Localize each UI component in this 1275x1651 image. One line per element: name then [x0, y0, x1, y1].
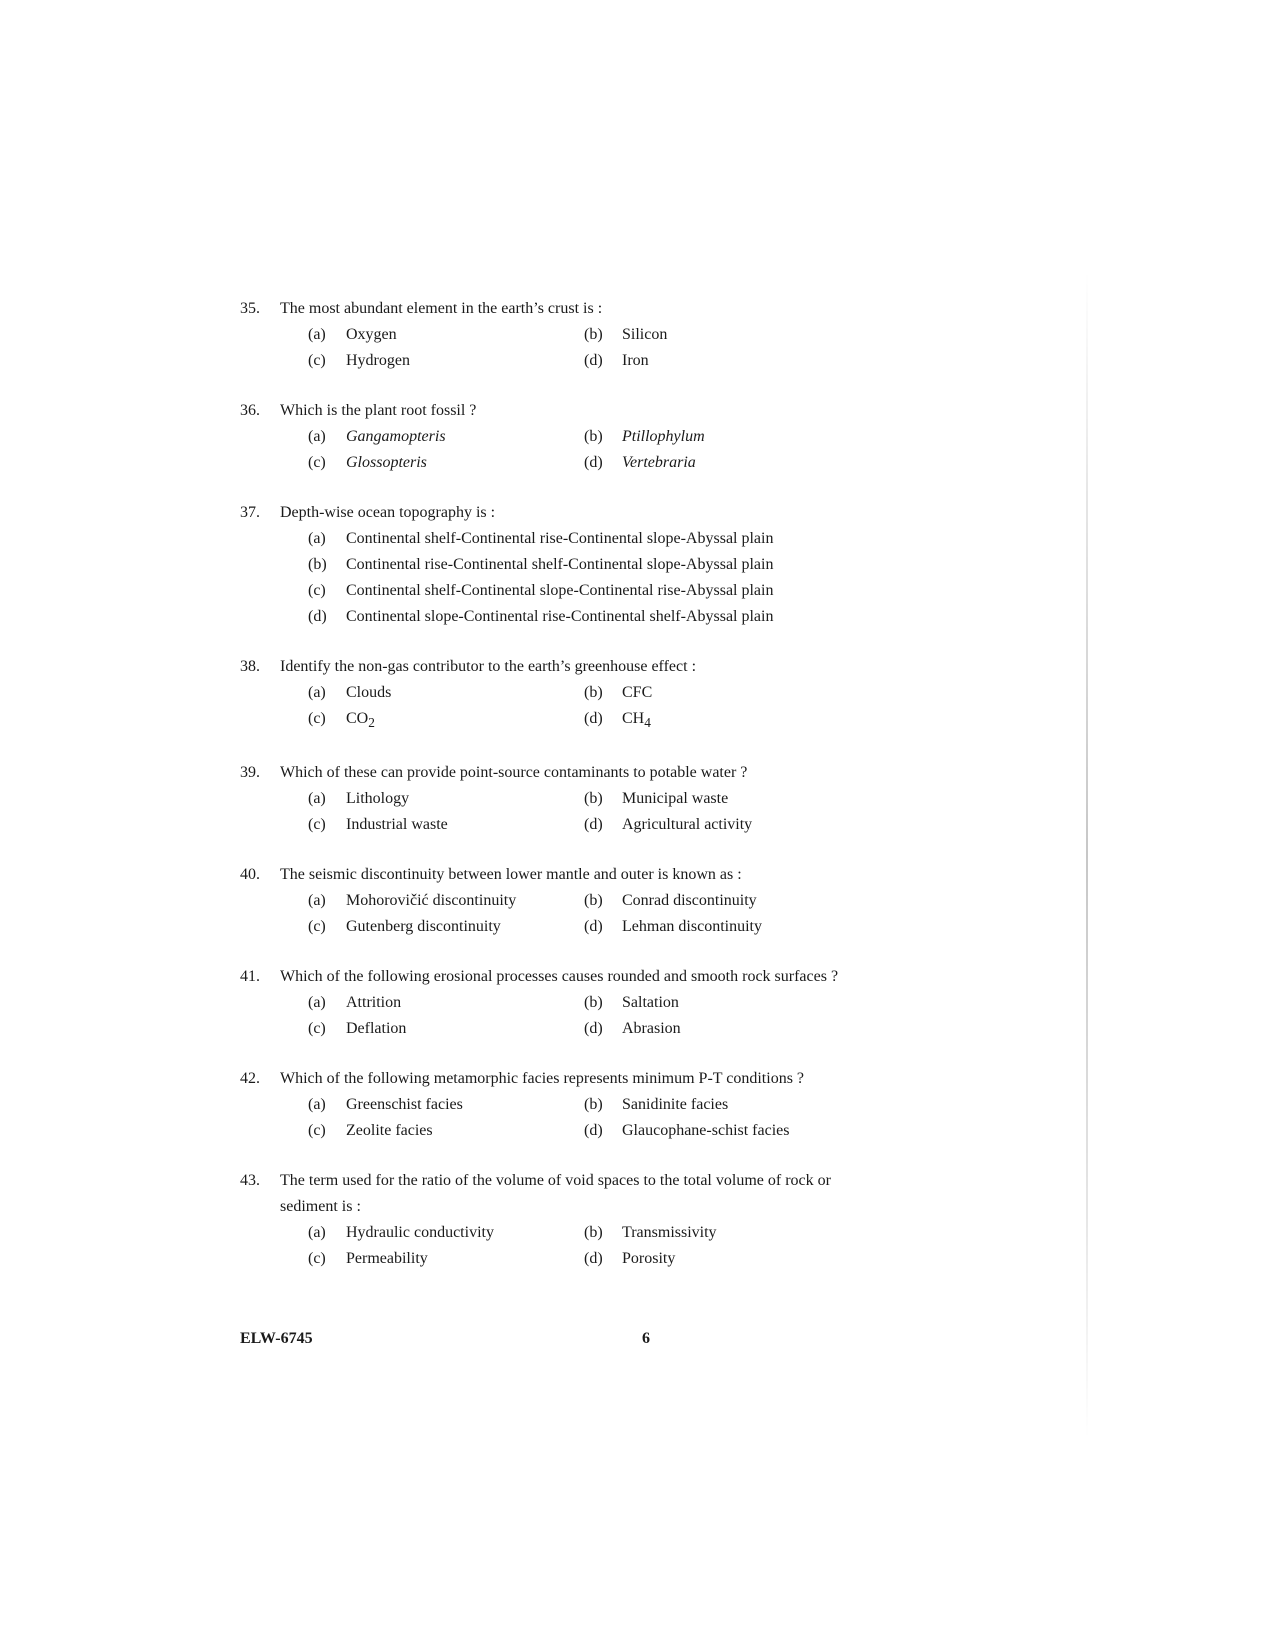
option-list	[240, 680, 860, 736]
option-label: (a)	[308, 1096, 326, 1114]
option-text: Transmissivity	[622, 1224, 717, 1242]
option-d	[584, 914, 860, 940]
option-label: (c)	[308, 1020, 326, 1038]
option-b	[584, 1220, 860, 1246]
question-40	[240, 862, 860, 940]
option-text: Saltation	[622, 994, 679, 1012]
option-label: (d)	[584, 454, 603, 471]
option-c	[308, 914, 584, 940]
option-label: (a)	[308, 428, 326, 445]
question-39	[240, 760, 860, 838]
option-label: (b)	[584, 790, 603, 808]
option-label: (d)	[584, 816, 603, 834]
question-text: Identify the non-gas contributor to the earth’s greenhouse effect :	[280, 658, 697, 675]
option-text: Continental rise-Continental shelf-Continental slope-Abyssal plain	[346, 556, 774, 573]
option-list	[240, 1220, 860, 1272]
option-label: (b)	[584, 428, 603, 445]
option-text: Clouds	[346, 684, 392, 701]
question-number: 39.	[240, 764, 260, 782]
option-label: (b)	[308, 556, 327, 573]
option-c	[308, 1118, 584, 1144]
option-text: Gangamopteris	[346, 428, 446, 445]
option-c	[308, 348, 584, 374]
formula-base: CH	[622, 710, 645, 727]
question-37	[240, 500, 860, 630]
option-label: (a)	[308, 530, 326, 547]
question-number: 38.	[240, 658, 260, 675]
option-label: (d)	[584, 1020, 603, 1038]
option-text: Vertebraria	[622, 454, 696, 471]
question-38	[240, 654, 860, 736]
option-list	[240, 526, 860, 630]
option-text: Hydraulic conductivity	[346, 1224, 494, 1242]
option-c	[308, 450, 584, 476]
option-label: (c)	[308, 816, 326, 834]
option-a	[308, 1092, 584, 1118]
option-text: Zeolite facies	[346, 1122, 433, 1140]
option-b	[584, 424, 860, 450]
formula-subscript: 2	[368, 715, 375, 731]
option-label: (d)	[584, 352, 603, 369]
question-number: 37.	[240, 504, 260, 521]
option-text: Conrad discontinuity	[622, 892, 757, 910]
question-43	[240, 1168, 860, 1272]
option-b	[584, 1092, 860, 1118]
option-a	[308, 990, 584, 1016]
option-d	[584, 1016, 860, 1042]
question-35	[240, 296, 860, 374]
question-text: Which is the plant root fossil ?	[280, 402, 477, 419]
question-number: 41.	[240, 968, 260, 986]
option-a	[308, 1220, 584, 1246]
option-text: Continental shelf-Continental slope-Continental rise-Abyssal plain	[346, 582, 774, 599]
option-label: (b)	[584, 326, 603, 343]
question-number: 43.	[240, 1172, 260, 1190]
option-d	[584, 706, 860, 736]
option-text	[622, 706, 651, 736]
question-list	[240, 296, 860, 1296]
question-text: The seismic discontinuity between lower mantle and outer is known as :	[280, 866, 742, 884]
option-text: Lithology	[346, 790, 410, 808]
option-label: (c)	[308, 1122, 326, 1140]
page-number: 6	[642, 1330, 650, 1347]
option-text: Oxygen	[346, 326, 397, 343]
option-text	[346, 706, 375, 736]
question-number: 36.	[240, 402, 260, 419]
option-list	[240, 990, 860, 1042]
option-text: Municipal waste	[622, 790, 729, 808]
option-text: Ptillophylum	[622, 428, 705, 445]
option-text: Glossopteris	[346, 454, 427, 471]
option-c	[308, 1246, 584, 1272]
option-label: (b)	[584, 684, 603, 701]
question-36	[240, 398, 860, 476]
option-c	[308, 706, 584, 736]
question-number: 40.	[240, 866, 260, 884]
option-text: Continental shelf-Continental rise-Continental slope-Abyssal plain	[346, 530, 774, 547]
option-d	[584, 1246, 860, 1272]
option-list	[240, 888, 860, 940]
option-text: Continental slope-Continental rise-Continental shelf-Abyssal plain	[346, 608, 774, 625]
option-label: (d)	[584, 1122, 603, 1140]
option-text: Gutenberg discontinuity	[346, 918, 501, 936]
option-label: (c)	[308, 454, 326, 471]
option-d	[584, 812, 860, 838]
option-label: (a)	[308, 1224, 326, 1242]
option-text: Hydrogen	[346, 352, 410, 369]
formula-base: CO	[346, 710, 369, 727]
option-d	[584, 348, 860, 374]
option-label: (d)	[308, 608, 327, 625]
option-text: Lehman discontinuity	[622, 918, 762, 936]
option-label: (c)	[308, 1250, 326, 1268]
question-text: The term used for the ratio of the volume of void spaces to the total volume of rock or sediment is :	[280, 1172, 831, 1216]
option-label: (c)	[308, 918, 326, 936]
page-footer	[240, 1330, 860, 1356]
question-text: The most abundant element in the earth’s crust is :	[280, 300, 603, 317]
option-label: (b)	[584, 892, 603, 910]
option-text: Sanidinite facies	[622, 1096, 729, 1114]
option-a	[308, 888, 584, 914]
option-a	[308, 680, 584, 706]
option-d	[584, 1118, 860, 1144]
option-b	[584, 680, 860, 706]
option-text: Porosity	[622, 1250, 676, 1268]
option-label: (a)	[308, 892, 326, 910]
option-text: Abrasion	[622, 1020, 681, 1038]
option-label: (d)	[584, 1250, 603, 1268]
option-label: (c)	[308, 352, 326, 369]
option-label: (b)	[584, 1224, 603, 1242]
formula-subscript: 4	[644, 715, 651, 731]
option-label: (b)	[584, 1096, 603, 1114]
option-c	[308, 812, 584, 838]
option-d	[308, 604, 828, 630]
option-text: Agricultural activity	[622, 816, 753, 834]
option-b	[584, 888, 860, 914]
option-list	[240, 322, 860, 374]
option-text: Industrial waste	[346, 816, 448, 834]
option-text: Iron	[622, 352, 649, 369]
question-number: 35.	[240, 300, 260, 317]
question-41	[240, 964, 860, 1042]
scan-edge-shadow	[1086, 270, 1088, 1440]
question-text: Which of the following erosional processes causes rounded and smooth rock surfaces ?	[280, 968, 839, 986]
option-b	[584, 786, 860, 812]
option-c	[308, 578, 828, 604]
question-42	[240, 1066, 860, 1144]
option-c	[308, 1016, 584, 1042]
option-text: Permeability	[346, 1250, 428, 1268]
option-label: (d)	[584, 710, 603, 727]
option-a	[308, 322, 584, 348]
option-text: Deflation	[346, 1020, 407, 1038]
option-text: CFC	[622, 684, 653, 701]
option-label: (c)	[308, 710, 326, 727]
option-b	[584, 990, 860, 1016]
option-text: Glaucophane-schist facies	[622, 1122, 790, 1140]
option-label: (a)	[308, 684, 326, 701]
option-text: Silicon	[622, 326, 668, 343]
option-label: (a)	[308, 326, 326, 343]
option-label: (c)	[308, 582, 326, 599]
option-text: Attrition	[346, 994, 402, 1012]
option-list	[240, 424, 860, 476]
question-number: 42.	[240, 1070, 260, 1088]
option-a	[308, 424, 584, 450]
option-text: Mohorovičić discontinuity	[346, 892, 517, 910]
option-text: Greenschist facies	[346, 1096, 463, 1114]
option-list	[240, 1092, 860, 1144]
question-text: Depth-wise ocean topography is :	[280, 504, 496, 521]
option-label: (a)	[308, 790, 326, 808]
option-b	[584, 322, 860, 348]
question-text: Which of the following metamorphic facies represents minimum P-T conditions ?	[280, 1070, 805, 1088]
question-text: Which of these can provide point-source contaminants to potable water ?	[280, 764, 748, 782]
option-list	[240, 786, 860, 838]
option-label: (b)	[584, 994, 603, 1012]
option-label: (a)	[308, 994, 326, 1012]
option-a	[308, 786, 584, 812]
option-label: (d)	[584, 918, 603, 936]
option-b	[308, 552, 828, 578]
option-a	[308, 526, 828, 552]
option-d	[584, 450, 860, 476]
paper-code: ELW-6745	[240, 1330, 313, 1347]
